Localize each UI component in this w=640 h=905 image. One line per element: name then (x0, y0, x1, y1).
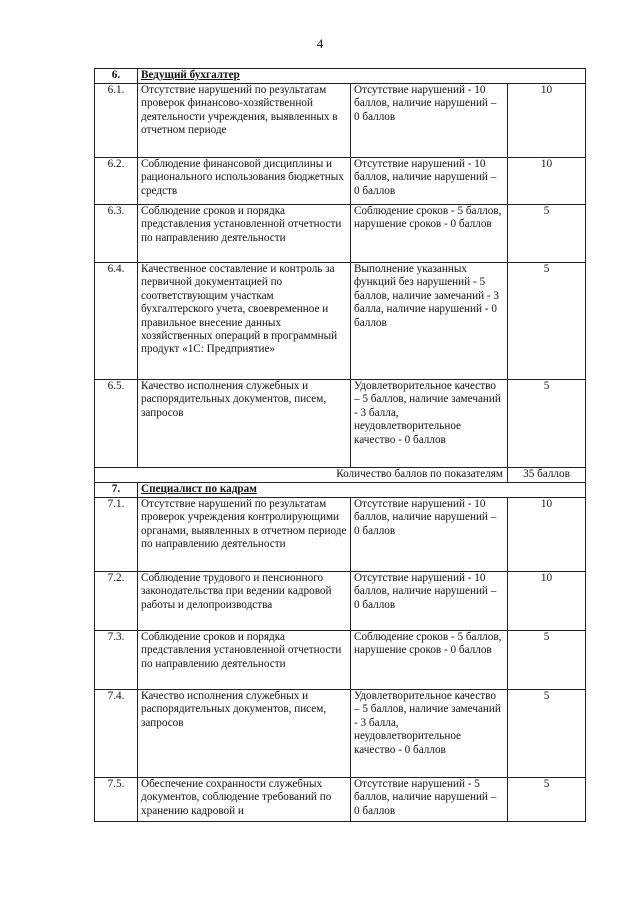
criterion-cell: Соблюдение финансовой дисциплины и рационального использования бюджетных средств (138, 158, 351, 205)
points-cell: 5 (508, 631, 586, 690)
criterion-cell: Отсутствие нарушений по результатам проверок финансово-хозяйственной деятельности учреждения, выявленных в отчетном периоде (138, 84, 351, 158)
evaluation-cell: Соблюдение сроков - 5 баллов, нарушение сроков - 0 баллов (351, 631, 508, 690)
table-row (95, 84, 586, 158)
criteria-table (94, 68, 586, 822)
section-header-row (95, 69, 586, 84)
section-number: 7. (95, 483, 138, 498)
page-number: 4 (316, 36, 324, 51)
table-row (95, 205, 586, 263)
criterion-cell: Отсутствие нарушений по результатам проверок учреждения контролирующими органами, выявленных в отчетном периоде по направлению деятельности (138, 498, 351, 572)
row-number: 6.3. (95, 205, 138, 263)
evaluation-cell: Удовлетворительное качество – 5 баллов, наличие замечаний - 3 балла, неудовлетворительное качество - 0 баллов (351, 380, 508, 468)
section-title: Ведущий бухгалтер (138, 69, 586, 84)
criterion-cell: Соблюдение трудового и пенсионного законодательства при ведении кадровой работы и делопроизводства (138, 572, 351, 631)
table-row (95, 631, 586, 690)
points-cell: 5 (508, 263, 586, 380)
table-row (95, 690, 586, 778)
row-number: 7.4. (95, 690, 138, 778)
table-row (95, 380, 586, 468)
row-number: 6.1. (95, 84, 138, 158)
section-number: 6. (95, 69, 138, 84)
points-cell: 5 (508, 778, 586, 822)
row-number: 6.5. (95, 380, 138, 468)
table-row (95, 498, 586, 572)
evaluation-cell: Выполнение указанных функций без нарушений - 5 баллов, наличие замечаний - 3 балла, наличие нарушений - 0 баллов (351, 263, 508, 380)
section-header-row (95, 483, 586, 498)
section-title: Специалист по кадрам (138, 483, 586, 498)
row-number: 6.2. (95, 158, 138, 205)
criterion-cell: Соблюдение сроков и порядка представления установленной отчетности по направлению деятельности (138, 631, 351, 690)
criterion-cell: Соблюдение сроков и порядка представления установленной отчетности по направлению деятельности (138, 205, 351, 263)
total-value: 35 баллов (508, 468, 586, 483)
row-number: 6.4. (95, 263, 138, 380)
points-cell: 10 (508, 498, 586, 572)
row-number: 7.2. (95, 572, 138, 631)
table-row (95, 158, 586, 205)
evaluation-cell: Отсутствие нарушений - 10 баллов, наличие нарушений – 0 баллов (351, 572, 508, 631)
row-number: 7.3. (95, 631, 138, 690)
points-cell: 10 (508, 572, 586, 631)
evaluation-cell: Отсутствие нарушений - 10 баллов, наличие нарушений – 0 баллов (351, 158, 508, 205)
criterion-cell: Обеспечение сохранности служебных документов, соблюдение требований по хранению кадровой и (138, 778, 351, 822)
row-number: 7.5. (95, 778, 138, 822)
row-number: 7.1. (95, 498, 138, 572)
points-cell: 5 (508, 690, 586, 778)
evaluation-cell: Отсутствие нарушений - 10 баллов, наличие нарушений – 0 баллов (351, 498, 508, 572)
table-row (95, 572, 586, 631)
total-row (95, 468, 586, 483)
points-cell: 10 (508, 84, 586, 158)
points-cell: 10 (508, 158, 586, 205)
evaluation-cell: Отсутствие нарушений - 5 баллов, наличие нарушений – 0 баллов (351, 778, 508, 822)
total-label: Количество баллов по показателям (95, 468, 508, 483)
evaluation-cell: Соблюдение сроков - 5 баллов, нарушение сроков - 0 баллов (351, 205, 508, 263)
table-row (95, 778, 586, 822)
criterion-cell: Качество исполнения служебных и распорядительных документов, писем, запросов (138, 690, 351, 778)
criterion-cell: Качество исполнения служебных и распорядительных документов, писем, запросов (138, 380, 351, 468)
evaluation-cell: Отсутствие нарушений - 10 баллов, наличие нарушений – 0 баллов (351, 84, 508, 158)
table-row (95, 263, 586, 380)
criterion-cell: Качественное составление и контроль за первичной документацией по соответствующим участкам бухгалтерского учета, своевременное и правильное внесение данных хозяйственных операций в программный продукт «1С: Предприятие» (138, 263, 351, 380)
evaluation-cell: Удовлетворительное качество – 5 баллов, наличие замечаний - 3 балла, неудовлетворительное качество - 0 баллов (351, 690, 508, 778)
points-cell: 5 (508, 205, 586, 263)
points-cell: 5 (508, 380, 586, 468)
